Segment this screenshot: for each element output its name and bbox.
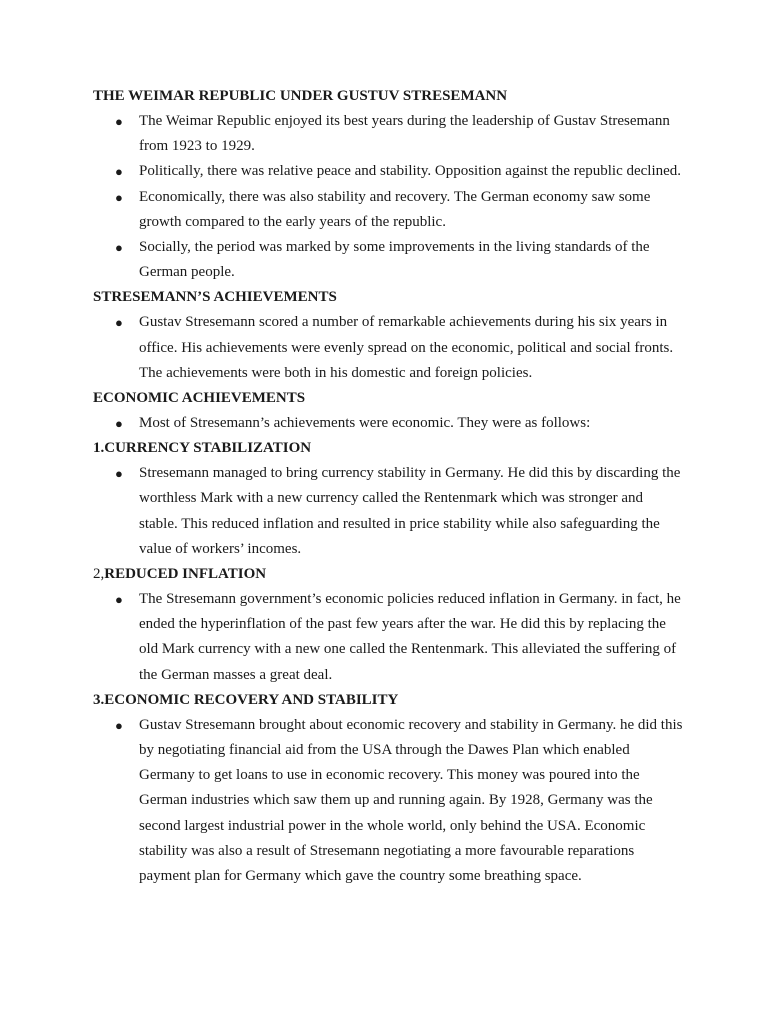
bullet-icon: ●: [115, 240, 123, 256]
bullet-text: Socially, the period was marked by some improvements in the living standards of the German people.: [139, 239, 650, 281]
section: [93, 285, 683, 386]
bullet-list: [93, 461, 683, 562]
bullet-item: [93, 185, 683, 235]
bullet-text: The Weimar Republic enjoyed its best years during the leadership of Gustav Stresemann from 1923 to 1929.: [139, 113, 670, 155]
bullet-icon: ●: [115, 315, 123, 331]
section-heading: [93, 562, 683, 587]
bullet-text: Gustav Stresemann brought about economic recovery and stability in Germany. he did this by negotiating financial aid from the USA through the Dawes Plan which enabled Germany to get loans to use in economic recovery. This money was poured into the German industries which saw them up and running again. By 1928, Germany was the second largest industrial power in the whole world, only behind the USA. Economic stability was also a result of Stresemann negotiating a more favourable reparations payment plan for Germany which gave the country some breathing space.: [139, 716, 683, 885]
bullet-icon: ●: [115, 466, 123, 482]
section-heading: [93, 285, 683, 310]
bullet-item: [93, 109, 683, 159]
bullet-list: [93, 310, 683, 386]
bullet-text: Gustav Stresemann scored a number of remarkable achievements during his six years in office. His achievements were evenly spread on the economic, political and social fronts. The achievements were both in his domestic and foreign policies.: [139, 314, 674, 381]
bullet-item: [93, 587, 683, 688]
bullet-item: [93, 461, 683, 562]
bullet-icon: ●: [115, 164, 123, 180]
section: [93, 688, 683, 889]
heading-text: REDUCED INFLATION: [104, 566, 267, 583]
bullet-item: [93, 411, 683, 436]
bullet-list: [93, 411, 683, 436]
heading-text: ECONOMIC ACHIEVEMENTS: [93, 390, 306, 407]
bullet-icon: ●: [115, 114, 123, 129]
bullet-text: Economically, there was also stability and recovery. The German economy saw some growth compared to the early years of the republic.: [139, 188, 651, 230]
bullet-text: Stresemann managed to bring currency stability in Germany. He did this by discarding the worthless Mark with a new currency called the Rentenmark which was stronger and stable. This reduced inflation and resulted in price stability while also safeguarding the value of workers’ incomes.: [139, 465, 681, 557]
bullet-list: [93, 109, 683, 285]
heading-text: 3.ECONOMIC RECOVERY AND STABILITY: [93, 691, 399, 708]
bullet-item: [93, 713, 683, 889]
bullet-item: [93, 310, 683, 386]
section: [93, 562, 683, 688]
heading-text: STRESEMANN’S ACHIEVEMENTS: [93, 289, 337, 306]
document-page: [93, 84, 683, 889]
bullet-icon: ●: [115, 189, 123, 205]
section: [93, 436, 683, 562]
section: [93, 84, 683, 285]
heading-prefix: 2,: [93, 566, 105, 583]
heading-text: 1.CURRENCY STABILIZATION: [93, 440, 312, 457]
bullet-item: [93, 235, 683, 285]
bullet-text: Politically, there was relative peace and stability. Opposition against the republic declined.: [139, 163, 682, 180]
bullet-icon: ●: [115, 592, 123, 608]
bullet-list: [93, 587, 683, 688]
bullet-text: Most of Stresemann’s achievements were economic. They were as follows:: [139, 415, 591, 432]
section-heading: [93, 386, 683, 411]
section-heading: [93, 436, 683, 461]
bullet-icon: ●: [115, 717, 123, 733]
section: [93, 386, 683, 436]
section-heading: [93, 84, 683, 109]
bullet-text: The Stresemann government’s economic policies reduced inflation in Germany. in fact, he ended the hyperinflation of the past few years after the war. He did this by replacing the old Mark currency with a new one called the Rentenmark. This alleviated the suffering of the German masses a great deal.: [139, 591, 681, 683]
section-heading: [93, 688, 683, 713]
bullet-list: [93, 713, 683, 889]
heading-text: THE WEIMAR REPUBLIC UNDER GUSTUV STRESEMANN: [93, 88, 508, 104]
bullet-icon: ●: [115, 416, 123, 432]
bullet-item: [93, 159, 683, 184]
